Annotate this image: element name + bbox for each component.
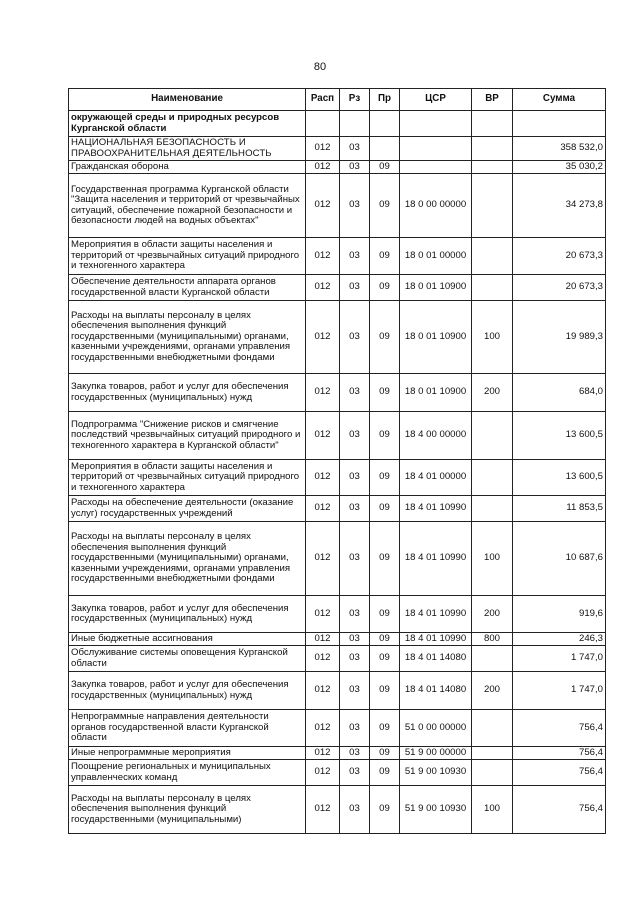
row-rasp-cell: 012 bbox=[306, 522, 340, 596]
row-rasp-cell: 012 bbox=[306, 275, 340, 301]
row-vr-cell: 100 bbox=[472, 301, 513, 374]
table-row bbox=[69, 710, 606, 747]
row-name-cell: Мероприятия в области защиты населения и территорий от чрезвычайных ситуаций природного и техногенного характера bbox=[69, 238, 306, 275]
row-pr-cell: 09 bbox=[370, 412, 400, 460]
row-rz-cell: 03 bbox=[340, 137, 370, 161]
row-csr-cell: 18 4 01 00000 bbox=[400, 460, 472, 496]
row-rz-cell: 03 bbox=[340, 374, 370, 412]
row-csr-cell: 18 4 01 10990 bbox=[400, 522, 472, 596]
row-rz-cell: 03 bbox=[340, 412, 370, 460]
row-sum-cell: 756,4 bbox=[513, 760, 606, 786]
row-pr-cell: 09 bbox=[370, 238, 400, 275]
row-rasp-cell: 012 bbox=[306, 747, 340, 760]
row-pr-cell: 09 bbox=[370, 747, 400, 760]
row-rz-cell: 03 bbox=[340, 496, 370, 522]
row-rz-cell: 03 bbox=[340, 760, 370, 786]
table-header-row bbox=[69, 89, 606, 111]
budget-table bbox=[68, 88, 606, 834]
row-rasp-cell: 012 bbox=[306, 174, 340, 238]
row-sum-cell: 19 989,3 bbox=[513, 301, 606, 374]
row-vr-cell: 100 bbox=[472, 786, 513, 834]
table-row bbox=[69, 522, 606, 596]
row-pr-cell: 09 bbox=[370, 522, 400, 596]
row-pr-cell: 09 bbox=[370, 786, 400, 834]
row-rz-cell: 03 bbox=[340, 786, 370, 834]
table-row bbox=[69, 672, 606, 710]
row-rz-cell: 03 bbox=[340, 633, 370, 646]
header-csr: ЦСР bbox=[400, 89, 472, 111]
table-row bbox=[69, 161, 606, 174]
row-rz-cell: 03 bbox=[340, 174, 370, 238]
row-pr-cell: 09 bbox=[370, 646, 400, 672]
row-name-cell: Закупка товаров, работ и услуг для обеспечения государственных (муниципальных) нужд bbox=[69, 596, 306, 633]
row-sum-cell: 358 532,0 bbox=[513, 137, 606, 161]
table-row bbox=[69, 238, 606, 275]
row-rasp-cell: 012 bbox=[306, 786, 340, 834]
row-rasp-cell: 012 bbox=[306, 460, 340, 496]
row-sum-cell: 13 600,5 bbox=[513, 460, 606, 496]
row-rasp-cell: 012 bbox=[306, 672, 340, 710]
table-row bbox=[69, 760, 606, 786]
table-row bbox=[69, 174, 606, 238]
row-rz-cell: 03 bbox=[340, 522, 370, 596]
row-csr-cell: 18 0 01 10900 bbox=[400, 374, 472, 412]
row-vr-cell bbox=[472, 646, 513, 672]
row-vr-cell bbox=[472, 412, 513, 460]
row-sum-cell bbox=[513, 111, 606, 137]
row-name-cell: Подпрограмма "Снижение рисков и смягчение последствий чрезвычайных ситуаций природного и техногенного характера в Курганской области" bbox=[69, 412, 306, 460]
table-row bbox=[69, 374, 606, 412]
table-row bbox=[69, 412, 606, 460]
row-sum-cell: 1 747,0 bbox=[513, 672, 606, 710]
table-row bbox=[69, 646, 606, 672]
row-csr-cell: 18 4 01 10990 bbox=[400, 596, 472, 633]
row-vr-cell: 800 bbox=[472, 633, 513, 646]
row-vr-cell: 200 bbox=[472, 374, 513, 412]
row-sum-cell: 34 273,8 bbox=[513, 174, 606, 238]
table-row bbox=[69, 747, 606, 760]
table-row bbox=[69, 301, 606, 374]
row-pr-cell: 09 bbox=[370, 710, 400, 747]
row-sum-cell: 1 747,0 bbox=[513, 646, 606, 672]
row-vr-cell bbox=[472, 496, 513, 522]
row-pr-cell: 09 bbox=[370, 496, 400, 522]
row-rz-cell: 03 bbox=[340, 238, 370, 275]
row-vr-cell bbox=[472, 747, 513, 760]
row-csr-cell: 51 9 00 00000 bbox=[400, 747, 472, 760]
row-csr-cell: 18 4 01 14080 bbox=[400, 672, 472, 710]
row-pr-cell: 09 bbox=[370, 760, 400, 786]
row-name-cell: НАЦИОНАЛЬНАЯ БЕЗОПАСНОСТЬ И ПРАВООХРАНИТЕЛЬНАЯ ДЕЯТЕЛЬНОСТЬ bbox=[69, 137, 306, 161]
row-csr-cell: 51 9 00 10930 bbox=[400, 786, 472, 834]
row-sum-cell: 684,0 bbox=[513, 374, 606, 412]
row-pr-cell: 09 bbox=[370, 374, 400, 412]
row-name-cell: Обслуживание системы оповещения Курганской области bbox=[69, 646, 306, 672]
row-rasp-cell: 012 bbox=[306, 760, 340, 786]
row-csr-cell: 51 9 00 10930 bbox=[400, 760, 472, 786]
row-rasp-cell: 012 bbox=[306, 412, 340, 460]
row-rasp-cell: 012 bbox=[306, 496, 340, 522]
row-csr-cell: 18 4 01 14080 bbox=[400, 646, 472, 672]
row-pr-cell: 09 bbox=[370, 301, 400, 374]
row-name-cell: Иные бюджетные ассигнования bbox=[69, 633, 306, 646]
row-name-cell: Обеспечение деятельности аппарата органов государственной власти Курганской области bbox=[69, 275, 306, 301]
row-vr-cell bbox=[472, 161, 513, 174]
row-csr-cell: 18 0 01 10900 bbox=[400, 301, 472, 374]
row-sum-cell: 919,6 bbox=[513, 596, 606, 633]
header-rz: Рз bbox=[340, 89, 370, 111]
row-rz-cell: 03 bbox=[340, 672, 370, 710]
page-number: 80 bbox=[313, 61, 327, 73]
row-vr-cell bbox=[472, 174, 513, 238]
row-name-cell: Поощрение региональных и муниципальных управленческих команд bbox=[69, 760, 306, 786]
row-vr-cell bbox=[472, 460, 513, 496]
row-pr-cell: 09 bbox=[370, 275, 400, 301]
row-sum-cell: 11 853,5 bbox=[513, 496, 606, 522]
row-sum-cell: 13 600,5 bbox=[513, 412, 606, 460]
row-csr-cell: 18 4 00 00000 bbox=[400, 412, 472, 460]
header-vr: ВР bbox=[472, 89, 513, 111]
row-csr-cell bbox=[400, 111, 472, 137]
row-vr-cell bbox=[472, 275, 513, 301]
row-rasp-cell: 012 bbox=[306, 238, 340, 275]
row-sum-cell: 756,4 bbox=[513, 786, 606, 834]
row-csr-cell bbox=[400, 161, 472, 174]
table-row bbox=[69, 111, 606, 137]
table-row bbox=[69, 496, 606, 522]
row-rasp-cell bbox=[306, 111, 340, 137]
row-name-cell: Гражданская оборона bbox=[69, 161, 306, 174]
row-rz-cell: 03 bbox=[340, 275, 370, 301]
table-row bbox=[69, 633, 606, 646]
row-rasp-cell: 012 bbox=[306, 710, 340, 747]
row-sum-cell: 20 673,3 bbox=[513, 238, 606, 275]
row-vr-cell: 200 bbox=[472, 672, 513, 710]
row-rz-cell: 03 bbox=[340, 596, 370, 633]
row-sum-cell: 756,4 bbox=[513, 710, 606, 747]
row-name-cell: Государственная программа Курганской области "Защита населения и территорий от чрезвычайных ситуаций, обеспечение пожарной безопасности и безопасности людей на водных объектах" bbox=[69, 174, 306, 238]
row-csr-cell: 18 4 01 10990 bbox=[400, 633, 472, 646]
row-pr-cell bbox=[370, 137, 400, 161]
row-sum-cell: 10 687,6 bbox=[513, 522, 606, 596]
row-rasp-cell: 012 bbox=[306, 374, 340, 412]
row-csr-cell: 51 0 00 00000 bbox=[400, 710, 472, 747]
row-pr-cell: 09 bbox=[370, 161, 400, 174]
row-vr-cell: 100 bbox=[472, 522, 513, 596]
row-rz-cell bbox=[340, 111, 370, 137]
row-name-cell: Расходы на выплаты персоналу в целях обеспечения выполнения функций государственными (муниципальными) bbox=[69, 786, 306, 834]
header-pr: Пр bbox=[370, 89, 400, 111]
row-csr-cell: 18 0 01 00000 bbox=[400, 238, 472, 275]
table-body bbox=[69, 111, 606, 834]
row-rasp-cell: 012 bbox=[306, 137, 340, 161]
row-vr-cell: 200 bbox=[472, 596, 513, 633]
row-name-cell: Расходы на обеспечение деятельности (оказание услуг) государственных учреждений bbox=[69, 496, 306, 522]
row-csr-cell: 18 0 01 10900 bbox=[400, 275, 472, 301]
row-rz-cell: 03 bbox=[340, 460, 370, 496]
row-rasp-cell: 012 bbox=[306, 161, 340, 174]
row-name-cell: Расходы на выплаты персоналу в целях обеспечения выполнения функций государственными (муниципальными) органами, казенными учреждениями, органами управления государственными внебюджетными фондами bbox=[69, 301, 306, 374]
row-pr-cell: 09 bbox=[370, 672, 400, 710]
row-rasp-cell: 012 bbox=[306, 596, 340, 633]
row-pr-cell: 09 bbox=[370, 596, 400, 633]
row-sum-cell: 35 030,2 bbox=[513, 161, 606, 174]
header-rasp: Расп bbox=[306, 89, 340, 111]
row-name-cell: Закупка товаров, работ и услуг для обеспечения государственных (муниципальных) нужд bbox=[69, 374, 306, 412]
table-row bbox=[69, 460, 606, 496]
row-name-cell: Иные непрограммные мероприятия bbox=[69, 747, 306, 760]
row-sum-cell: 20 673,3 bbox=[513, 275, 606, 301]
row-pr-cell: 09 bbox=[370, 633, 400, 646]
row-rz-cell: 03 bbox=[340, 301, 370, 374]
row-name-cell: Мероприятия в области защиты населения и территорий от чрезвычайных ситуаций природного и техногенного характера bbox=[69, 460, 306, 496]
row-rz-cell: 03 bbox=[340, 747, 370, 760]
header-name: Наименование bbox=[69, 89, 306, 111]
row-pr-cell: 09 bbox=[370, 460, 400, 496]
table-row bbox=[69, 786, 606, 834]
row-rasp-cell: 012 bbox=[306, 633, 340, 646]
row-rz-cell: 03 bbox=[340, 161, 370, 174]
row-name-cell: Непрограммные направления деятельности органов государственной власти Курганской области bbox=[69, 710, 306, 747]
row-vr-cell bbox=[472, 111, 513, 137]
row-name-cell: Закупка товаров, работ и услуг для обеспечения государственных (муниципальных) нужд bbox=[69, 672, 306, 710]
row-vr-cell bbox=[472, 238, 513, 275]
row-vr-cell bbox=[472, 760, 513, 786]
table-row bbox=[69, 137, 606, 161]
row-rz-cell: 03 bbox=[340, 646, 370, 672]
row-rasp-cell: 012 bbox=[306, 646, 340, 672]
table-row bbox=[69, 596, 606, 633]
row-rasp-cell: 012 bbox=[306, 301, 340, 374]
row-pr-cell bbox=[370, 111, 400, 137]
row-csr-cell: 18 4 01 10990 bbox=[400, 496, 472, 522]
row-name-cell: окружающей среды и природных ресурсов Курганской области bbox=[69, 111, 306, 137]
row-rz-cell: 03 bbox=[340, 710, 370, 747]
row-pr-cell: 09 bbox=[370, 174, 400, 238]
header-sum: Сумма bbox=[513, 89, 606, 111]
row-sum-cell: 756,4 bbox=[513, 747, 606, 760]
row-vr-cell bbox=[472, 710, 513, 747]
row-csr-cell: 18 0 00 00000 bbox=[400, 174, 472, 238]
row-name-cell: Расходы на выплаты персоналу в целях обеспечения выполнения функций государственными (муниципальными) органами, казенными учреждениями, органами управления государственными внебюджетными фондами bbox=[69, 522, 306, 596]
row-vr-cell bbox=[472, 137, 513, 161]
row-csr-cell bbox=[400, 137, 472, 161]
row-sum-cell: 246,3 bbox=[513, 633, 606, 646]
table-row bbox=[69, 275, 606, 301]
